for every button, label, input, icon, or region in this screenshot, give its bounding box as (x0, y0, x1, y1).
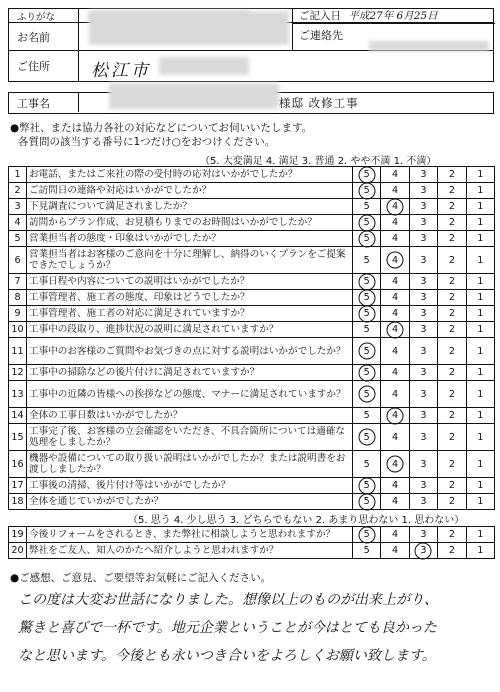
selected-circle-mark (358, 364, 375, 381)
name-label: お名前 (9, 23, 79, 50)
comment-area (8, 584, 494, 684)
score-option-5[interactable]: 5 (353, 543, 381, 559)
selected-circle-mark (387, 407, 404, 424)
question-text: 工事中の掃除などの後片付けに満足されていますか？ (27, 365, 353, 381)
score-option-2[interactable]: 2 (438, 424, 466, 451)
score-option-2[interactable]: 2 (438, 338, 466, 365)
question-text: 工事中の段取り、進捗状況の説明に満足されていますか？ (27, 322, 353, 338)
score-option-2[interactable]: 2 (438, 451, 466, 478)
score-option-5[interactable]: 5 (353, 451, 381, 478)
question-text: 訪問からプラン作成、お見積もりまでのお時間はいかがでしたか？ (27, 215, 353, 231)
scale-legend-agreement: （5. 思う 4. 少し思う 3. どちらでもない 2. あまり思わない 1. 思わない） (128, 515, 465, 526)
score-option-1[interactable]: 1 (466, 527, 494, 543)
question-number: 7 (9, 274, 27, 290)
score-option-2[interactable]: 2 (438, 290, 466, 306)
score-option-1[interactable]: 1 (466, 247, 494, 274)
score-option-3[interactable]: 3 (409, 322, 437, 338)
score-option-3[interactable]: 3 (409, 365, 437, 381)
question-row (9, 451, 495, 478)
question-row (9, 543, 495, 559)
score-option-5-selected[interactable]: 5 (353, 338, 381, 365)
selected-circle-mark (358, 526, 375, 543)
question-number: 19 (9, 527, 27, 543)
project-title: 様邸 改修工事 (279, 96, 359, 110)
selected-circle-mark (358, 273, 375, 290)
score-option-4[interactable]: 4 (381, 231, 409, 247)
score-option-3[interactable]: 3 (409, 247, 437, 274)
score-option-5-selected[interactable]: 5 (353, 167, 381, 183)
question-text: 今後リフォームをされるとき、また弊社に相談しようと思われますか？ (27, 527, 353, 543)
selected-circle-mark (358, 477, 375, 494)
selected-circle-mark (358, 182, 375, 199)
score-option-2[interactable]: 2 (438, 247, 466, 274)
score-option-2[interactable]: 2 (438, 274, 466, 290)
comment-line-3: なと思います。今後とも永いつき合いをよろしくお願い致します。 (18, 648, 436, 664)
question-number: 17 (9, 478, 27, 494)
intro-line-1: ●弊社、または協力各社の対応などについてお伺いいたします。 (10, 122, 313, 134)
score-option-3[interactable]: 3 (409, 167, 437, 183)
score-option-2[interactable]: 2 (438, 365, 466, 381)
score-option-3[interactable]: 3 (409, 306, 437, 322)
score-option-5-selected[interactable]: 5 (353, 231, 381, 247)
customer-info-block (8, 8, 494, 82)
score-option-3[interactable]: 3 (409, 478, 437, 494)
question-text: 工事中の近隣の皆様への挨拶などの態度、マナーに満足されていますか？ (27, 381, 353, 408)
score-option-4[interactable]: 4 (381, 183, 409, 199)
question-row (9, 215, 495, 231)
score-option-1[interactable]: 1 (466, 424, 494, 451)
question-number: 6 (9, 247, 27, 274)
score-option-2[interactable]: 2 (438, 199, 466, 215)
contact-label: ご連絡先 (299, 29, 343, 42)
score-option-5-selected[interactable]: 5 (353, 494, 381, 510)
score-option-4-selected[interactable]: 4 (381, 199, 409, 215)
score-option-4[interactable]: 4 (381, 274, 409, 290)
question-number: 5 (9, 231, 27, 247)
selected-circle-mark (358, 429, 375, 446)
comment-label: ●ご感想、ご意見、ご要望等お気軽にご記入ください。 (10, 572, 272, 584)
question-row (9, 183, 495, 199)
recommendation-table (8, 526, 495, 559)
score-option-2[interactable]: 2 (438, 527, 466, 543)
score-option-4[interactable]: 4 (381, 494, 409, 510)
satisfaction-table (8, 166, 495, 510)
score-option-4-selected[interactable]: 4 (381, 451, 409, 478)
score-option-5-selected[interactable]: 5 (353, 290, 381, 306)
question-number: 8 (9, 290, 27, 306)
question-row (9, 231, 495, 247)
question-number: 18 (9, 494, 27, 510)
score-option-3[interactable]: 3 (409, 381, 437, 408)
project-redacted (109, 83, 279, 109)
score-option-5-selected[interactable]: 5 (353, 306, 381, 322)
score-option-1[interactable]: 1 (466, 274, 494, 290)
score-option-1[interactable]: 1 (466, 338, 494, 365)
comment-line-2: 驚きと喜びで一杯です。地元企業ということが今はとても良かった (18, 620, 437, 636)
score-option-4-selected[interactable]: 4 (381, 408, 409, 424)
selected-circle-mark (358, 493, 375, 510)
score-option-3[interactable]: 3 (409, 274, 437, 290)
score-option-4[interactable]: 4 (381, 290, 409, 306)
score-option-4[interactable]: 4 (381, 424, 409, 451)
project-label: 工事名 (9, 93, 79, 112)
question-text: お電話、またはご来社の際の受付時の応対はいかがでしたか？ (27, 167, 353, 183)
question-row (9, 494, 495, 510)
question-row (9, 338, 495, 365)
score-option-3[interactable]: 3 (409, 231, 437, 247)
score-option-3[interactable]: 3 (409, 451, 437, 478)
score-option-1[interactable]: 1 (466, 167, 494, 183)
question-text: 工事管理者、施工者の態度、印象はどうでしたか？ (27, 290, 353, 306)
question-text: 工事管理者、施工者の対応に満足されていますか？ (27, 306, 353, 322)
question-row (9, 247, 495, 274)
score-option-1[interactable]: 1 (466, 381, 494, 408)
score-option-1[interactable]: 1 (466, 478, 494, 494)
score-option-5-selected[interactable]: 5 (353, 424, 381, 451)
question-number: 15 (9, 424, 27, 451)
score-option-4[interactable]: 4 (381, 215, 409, 231)
score-option-4[interactable]: 4 (381, 306, 409, 322)
question-row (9, 274, 495, 290)
score-option-3[interactable]: 3 (409, 494, 437, 510)
score-option-2[interactable]: 2 (438, 322, 466, 338)
question-text: 営業担当者の態度・印象はいかがでしたか？ (27, 231, 353, 247)
score-option-5-selected[interactable]: 5 (353, 381, 381, 408)
score-option-2[interactable]: 2 (438, 381, 466, 408)
question-number: 14 (9, 408, 27, 424)
score-option-2[interactable]: 2 (438, 478, 466, 494)
name-redacted (89, 11, 289, 45)
score-option-5-selected[interactable]: 5 (353, 183, 381, 199)
question-text: 機器や設備についての取り扱い説明はいかがでしたか？または説明書をお渡ししましたか？ (27, 451, 353, 478)
question-number: 16 (9, 451, 27, 478)
selected-circle-mark (387, 198, 404, 215)
score-option-1[interactable]: 1 (466, 290, 494, 306)
question-number: 12 (9, 365, 27, 381)
question-row (9, 290, 495, 306)
score-option-5[interactable]: 5 (353, 408, 381, 424)
score-option-1[interactable]: 1 (466, 365, 494, 381)
score-option-1[interactable]: 1 (466, 199, 494, 215)
question-text: 営業担当者はお客様のご意向を十分に理解し、納得のいくプランをご提案できたでしょうか？ (27, 247, 353, 274)
furigana-label: ふりがな (9, 9, 79, 22)
question-number: 4 (9, 215, 27, 231)
score-option-2[interactable]: 2 (438, 408, 466, 424)
selected-circle-mark (358, 386, 375, 403)
address-value: 松江市 (91, 61, 151, 81)
question-number: 9 (9, 306, 27, 322)
date-value: 平成27年 6月25日 (348, 10, 438, 22)
question-row (9, 527, 495, 543)
question-row (9, 478, 495, 494)
score-option-1[interactable]: 1 (466, 306, 494, 322)
question-number: 11 (9, 338, 27, 365)
score-option-4[interactable]: 4 (381, 527, 409, 543)
score-option-2[interactable]: 2 (438, 167, 466, 183)
selected-circle-mark (358, 289, 375, 306)
score-option-4[interactable]: 4 (381, 338, 409, 365)
score-option-4-selected[interactable]: 4 (381, 322, 409, 338)
score-option-2[interactable]: 2 (438, 543, 466, 559)
score-option-4[interactable]: 4 (381, 543, 409, 559)
question-text: 下見調査について満足されましたか？ (27, 199, 353, 215)
score-option-5[interactable]: 5 (353, 322, 381, 338)
score-option-1[interactable]: 1 (466, 494, 494, 510)
score-option-3-selected[interactable]: 3 (409, 543, 437, 559)
score-option-3[interactable]: 3 (409, 424, 437, 451)
address-redacted (159, 57, 249, 75)
question-row (9, 408, 495, 424)
question-text: 工事中のお客様のご質問やお気づきの点に対する説明はいかがでしたか？ (27, 338, 353, 365)
project-row (8, 92, 494, 114)
contact-redacted (369, 41, 489, 51)
score-option-1[interactable]: 1 (466, 322, 494, 338)
question-row (9, 365, 495, 381)
score-option-2[interactable]: 2 (438, 306, 466, 322)
selected-circle-mark (387, 252, 404, 269)
question-row (9, 199, 495, 215)
question-text: 工事後の清掃、後片付け等はいかがでしたか？ (27, 478, 353, 494)
comment-line-1: この度は大変お世話になりました。想像以上のものが出来上がり、 (18, 592, 438, 608)
score-option-2[interactable]: 2 (438, 183, 466, 199)
question-text: 全体を通じていかがでしたか？ (27, 494, 353, 510)
selected-circle-mark (358, 230, 375, 247)
date-label: ご記入日 (299, 10, 341, 22)
question-number: 3 (9, 199, 27, 215)
score-option-3[interactable]: 3 (409, 338, 437, 365)
score-option-3[interactable]: 3 (409, 199, 437, 215)
score-option-4[interactable]: 4 (381, 167, 409, 183)
header-divider (292, 9, 293, 51)
question-number: 10 (9, 322, 27, 338)
score-option-5-selected[interactable]: 5 (353, 274, 381, 290)
selected-circle-mark (358, 305, 375, 322)
score-option-5-selected[interactable]: 5 (353, 478, 381, 494)
question-text: 弊社をご友人、知人のかたへ紹介しようと思われますか？ (27, 543, 353, 559)
score-option-3[interactable]: 3 (409, 408, 437, 424)
selected-circle-mark (415, 542, 432, 559)
question-number: 2 (9, 183, 27, 199)
score-option-4[interactable]: 4 (381, 365, 409, 381)
score-option-5-selected[interactable]: 5 (353, 215, 381, 231)
score-option-1[interactable]: 1 (466, 231, 494, 247)
selected-circle-mark (387, 456, 404, 473)
score-option-3[interactable]: 3 (409, 527, 437, 543)
score-option-4[interactable]: 4 (381, 478, 409, 494)
question-row (9, 167, 495, 183)
score-option-3[interactable]: 3 (409, 290, 437, 306)
score-option-3[interactable]: 3 (409, 183, 437, 199)
score-option-5-selected[interactable]: 5 (353, 365, 381, 381)
question-number: 13 (9, 381, 27, 408)
question-text: ご訪問日の連絡や対応はいかがでしたか？ (27, 183, 353, 199)
selected-circle-mark (358, 166, 375, 183)
score-option-5[interactable]: 5 (353, 199, 381, 215)
question-text: 全体の工事日数はいかがでしたか？ (27, 408, 353, 424)
selected-circle-mark (358, 343, 375, 360)
score-option-1[interactable]: 1 (466, 408, 494, 424)
question-row (9, 424, 495, 451)
score-option-1[interactable]: 1 (466, 183, 494, 199)
score-option-1[interactable]: 1 (466, 451, 494, 478)
score-option-5-selected[interactable]: 5 (353, 527, 381, 543)
score-option-5[interactable]: 5 (353, 247, 381, 274)
score-option-4-selected[interactable]: 4 (381, 247, 409, 274)
score-option-3[interactable]: 3 (409, 215, 437, 231)
question-text: 工事完了後、お客様の立会確認をいただき、不具合箇所については適確な処理をしましたか？ (27, 424, 353, 451)
selected-circle-mark (358, 214, 375, 231)
question-text: 工事日程や内容についての説明はいかがでしたか？ (27, 274, 353, 290)
question-number: 20 (9, 543, 27, 559)
score-option-4[interactable]: 4 (381, 381, 409, 408)
question-number: 1 (9, 167, 27, 183)
question-row (9, 381, 495, 408)
score-option-2[interactable]: 2 (438, 231, 466, 247)
score-option-1[interactable]: 1 (466, 215, 494, 231)
score-option-1[interactable]: 1 (466, 543, 494, 559)
address-label: ご住所 (9, 51, 79, 81)
selected-circle-mark (387, 321, 404, 338)
scale-legend-satisfaction: （5. 大変満足 4. 満足 3. 普通 2. やや不満 1. 不満） (200, 156, 437, 167)
score-option-2[interactable]: 2 (438, 494, 466, 510)
intro-line-2: 各質問の該当する番号に1つだけ○をおつけください。 (18, 136, 276, 148)
score-option-2[interactable]: 2 (438, 215, 466, 231)
question-row (9, 322, 495, 338)
question-row (9, 306, 495, 322)
